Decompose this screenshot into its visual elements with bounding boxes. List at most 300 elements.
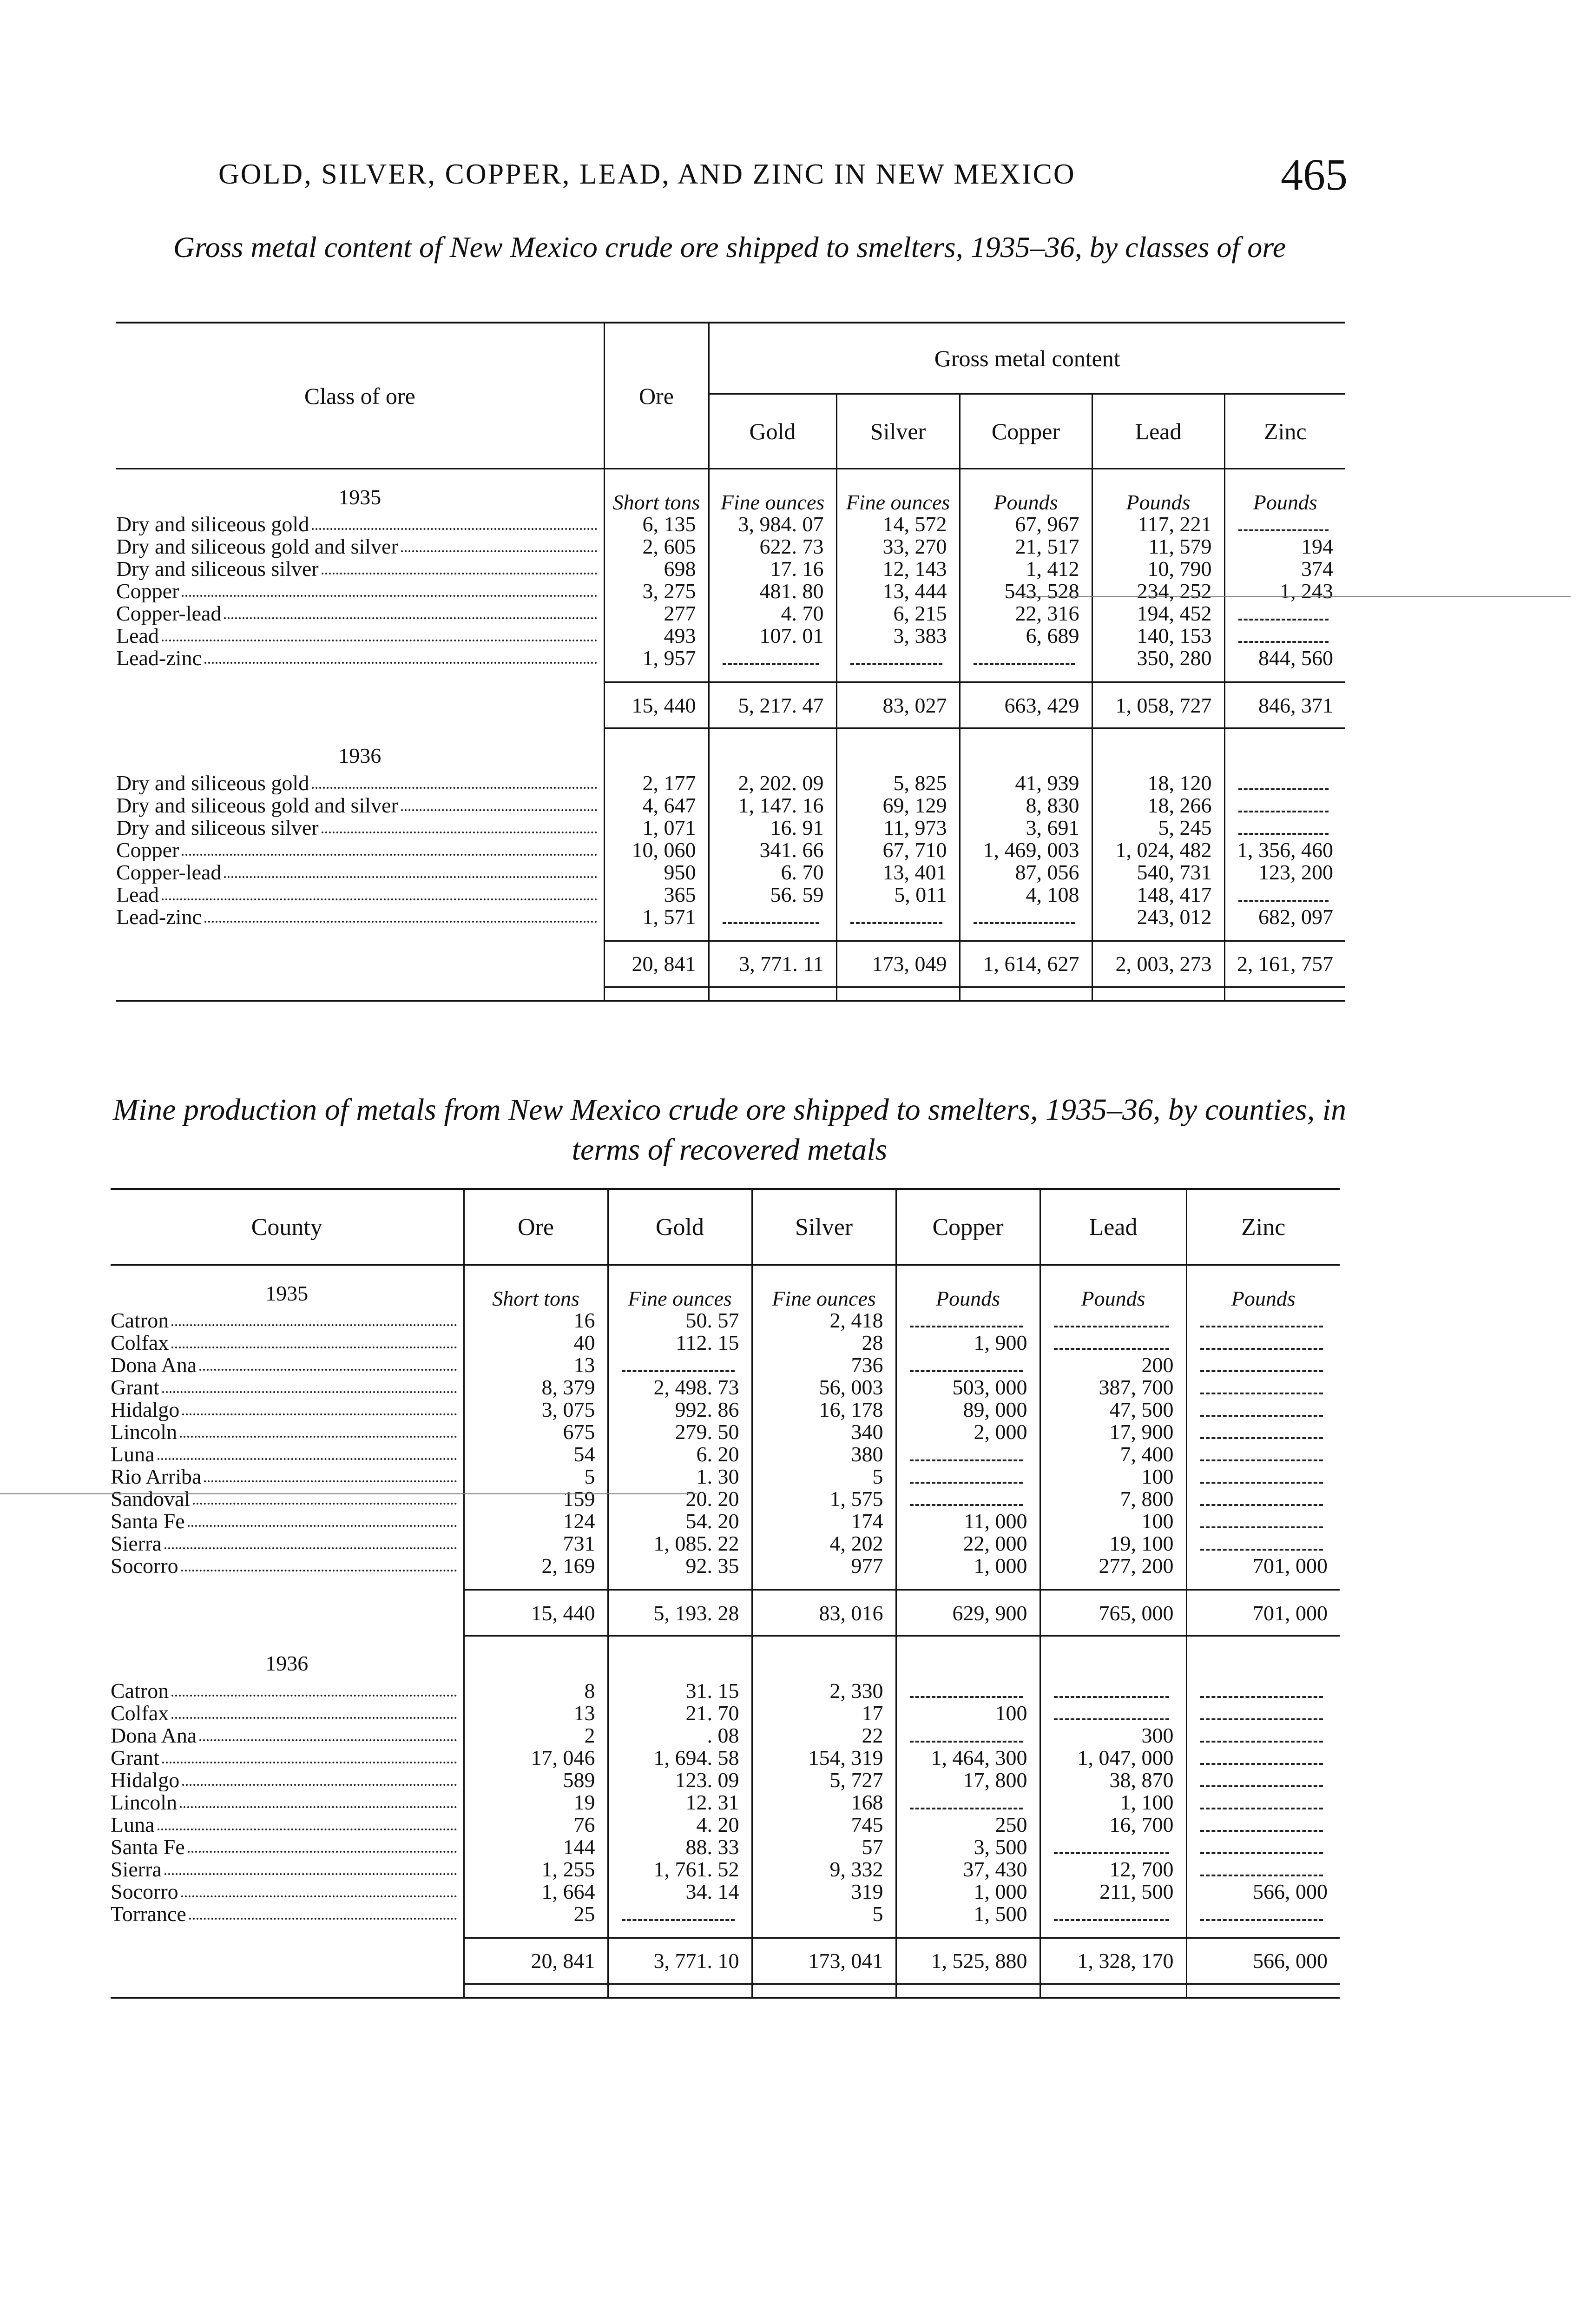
row-label-cell — [116, 580, 604, 602]
cell-lead — [1040, 1332, 1186, 1354]
cell-lead — [1040, 1724, 1186, 1747]
total-zinc — [1224, 941, 1345, 987]
row-label-wrap — [116, 794, 604, 817]
total-value-silver: 173, 041 — [808, 1949, 883, 1973]
cell-gold — [709, 625, 836, 647]
row-label: Torrance — [111, 1903, 188, 1925]
value-silver: 33, 270 — [882, 535, 947, 558]
cell-zinc — [1224, 513, 1345, 535]
value-silver: 56, 003 — [819, 1375, 883, 1399]
value-ore: 1, 255 — [541, 1857, 595, 1881]
value-ore: 40 — [573, 1331, 595, 1354]
cell-zinc — [1224, 884, 1345, 906]
cell-lead — [1092, 558, 1224, 580]
value-gold: 2, 498. 73 — [653, 1375, 739, 1399]
empty-dash — [1200, 1729, 1323, 1743]
value-lead: 7, 800 — [1120, 1487, 1174, 1511]
row-label-cell — [111, 1421, 464, 1443]
empty-dash — [1054, 1684, 1169, 1698]
cell-zinc — [1224, 580, 1345, 602]
cell-gold — [709, 580, 836, 602]
cell-ore — [464, 1858, 608, 1881]
row-label-cell — [111, 1903, 464, 1925]
total-value-gold: 3, 771. 10 — [653, 1949, 739, 1973]
value-copper: 3, 691 — [1026, 815, 1079, 839]
cell-lead — [1040, 1555, 1186, 1577]
cell-silver — [752, 1309, 896, 1332]
cell-gold — [709, 861, 836, 884]
cell-copper — [896, 1724, 1040, 1747]
value-gold: 1, 147. 16 — [738, 793, 824, 817]
cell-lead — [1092, 884, 1224, 906]
cell-gold — [709, 906, 836, 928]
value-ore: 25 — [573, 1901, 595, 1926]
table-row — [116, 535, 1345, 558]
row-label: Grant — [111, 1376, 161, 1399]
cell-copper — [960, 625, 1092, 647]
row-label-cell — [116, 794, 604, 817]
leader-dots — [158, 1829, 457, 1830]
cell-zinc — [1224, 861, 1345, 884]
cell-gold — [608, 1836, 752, 1858]
leader-dots — [182, 1413, 456, 1415]
table2-mine-production-by-county — [111, 1188, 1340, 1999]
empty-dash — [1238, 607, 1329, 621]
value-gold: . 08 — [707, 1723, 739, 1747]
row-label: Lead — [116, 884, 161, 906]
cell-copper — [896, 1702, 1040, 1724]
cell-silver — [836, 513, 960, 535]
row-label-cell — [116, 602, 604, 625]
total-row — [111, 1590, 1340, 1636]
spacer-row — [116, 928, 1345, 941]
empty-dash — [1200, 1380, 1323, 1394]
leader-dots — [182, 1784, 456, 1786]
unit-gold: Fine ounces — [720, 490, 825, 514]
row-label: Lead-zinc — [116, 647, 204, 669]
value-gold: 12. 31 — [685, 1790, 739, 1814]
value-lead: 117, 221 — [1138, 512, 1212, 536]
value-lead: 18, 120 — [1147, 771, 1212, 795]
row-label-wrap — [111, 1309, 463, 1332]
value-zinc: 123, 200 — [1258, 860, 1333, 884]
row-label: Copper-lead — [116, 861, 223, 884]
value-ore: 277 — [664, 601, 696, 625]
row-label-wrap — [111, 1332, 463, 1354]
table-row — [111, 1421, 1340, 1443]
row-label-cell — [111, 1791, 464, 1814]
year-label: 1936 — [338, 744, 382, 767]
value-ore: 698 — [664, 557, 696, 581]
cell-ore — [464, 1881, 608, 1903]
cell-lead — [1092, 861, 1224, 884]
leader-dots — [322, 832, 597, 833]
row-label-cell — [116, 817, 604, 839]
empty-dash — [1054, 1840, 1169, 1854]
empty-dash — [1200, 1684, 1323, 1698]
table1-gross-metal-content — [116, 322, 1345, 1002]
cell-copper — [896, 1814, 1040, 1836]
value-copper: 1, 469, 003 — [983, 838, 1079, 862]
cell-silver — [752, 1376, 896, 1399]
empty-dash — [850, 651, 942, 665]
total-value-zinc: 701, 000 — [1253, 1601, 1328, 1625]
value-copper: 1, 412 — [1026, 557, 1079, 581]
total-copper — [896, 1590, 1040, 1636]
row-label: Dry and siliceous gold and silver — [116, 535, 400, 558]
cell-ore — [604, 580, 709, 602]
row-label: Hidalgo — [111, 1399, 181, 1421]
total-lead — [1040, 1938, 1186, 1984]
value-ore: 16 — [573, 1308, 595, 1332]
cell-ore — [604, 906, 709, 928]
unit-zinc: Pounds — [1231, 1287, 1296, 1310]
cell-gold — [608, 1309, 752, 1332]
value-ore: 2 — [584, 1723, 595, 1747]
total-value-silver: 83, 027 — [882, 693, 947, 717]
cell-ore — [604, 558, 709, 580]
cell-ore — [464, 1702, 608, 1724]
row-label-cell — [111, 1858, 464, 1881]
row-label-cell — [111, 1836, 464, 1858]
cell-zinc — [1224, 647, 1345, 669]
value-copper: 22, 316 — [1015, 601, 1079, 625]
total-ore — [604, 682, 709, 728]
cell-copper — [960, 513, 1092, 535]
unit-silver: Fine ounces — [846, 490, 950, 514]
cell-zinc — [1186, 1791, 1340, 1814]
total-silver — [752, 1938, 896, 1984]
unit-cell — [752, 1265, 896, 1310]
leader-dots — [180, 1436, 456, 1438]
value-gold: 1, 694. 58 — [653, 1745, 739, 1769]
cell-zinc — [1186, 1399, 1340, 1421]
value-copper: 543, 528 — [1004, 579, 1079, 603]
value-copper: 11, 000 — [964, 1509, 1027, 1533]
value-lead: 12, 700 — [1109, 1857, 1174, 1881]
cell-zinc — [1224, 906, 1345, 928]
table-row — [111, 1488, 1340, 1510]
empty-dash — [1200, 1773, 1323, 1787]
table-row — [111, 1858, 1340, 1881]
value-ore: 144 — [563, 1835, 595, 1859]
value-copper: 37, 430 — [963, 1857, 1027, 1881]
cell-zinc — [1224, 817, 1345, 839]
value-zinc: 566, 000 — [1253, 1879, 1328, 1903]
value-copper: 2, 000 — [974, 1420, 1027, 1444]
cell-gold — [608, 1399, 752, 1421]
empty-dash — [910, 1447, 1023, 1461]
cell-gold — [608, 1421, 752, 1443]
cell-gold — [608, 1443, 752, 1466]
row-label-wrap — [111, 1881, 463, 1903]
value-silver: 736 — [851, 1353, 883, 1377]
value-copper: 22, 000 — [963, 1532, 1027, 1555]
cell-ore — [464, 1814, 608, 1836]
cell-gold — [608, 1532, 752, 1555]
row-label-cell — [111, 1376, 464, 1399]
value-gold: 112. 15 — [676, 1331, 739, 1354]
cell-copper — [896, 1555, 1040, 1577]
cell-ore — [464, 1510, 608, 1532]
col-header-county: County — [111, 1189, 464, 1265]
value-ore: 17, 046 — [531, 1745, 595, 1769]
cell-gold — [608, 1702, 752, 1724]
table-row — [116, 580, 1345, 602]
table-row — [111, 1532, 1340, 1555]
empty-dash — [622, 1907, 735, 1921]
cell-lead — [1092, 580, 1224, 602]
value-gold: 622. 73 — [759, 535, 824, 558]
unit-cell — [1186, 1265, 1340, 1310]
row-label: Lincoln — [111, 1791, 179, 1814]
cell-gold — [608, 1466, 752, 1488]
value-copper: 250 — [995, 1812, 1027, 1836]
cell-zinc — [1186, 1354, 1340, 1376]
cell-copper — [896, 1443, 1040, 1466]
row-label-cell — [111, 1747, 464, 1769]
value-lead: 16, 700 — [1109, 1812, 1174, 1836]
total-zinc — [1224, 682, 1345, 728]
value-lead: 18, 266 — [1147, 793, 1212, 817]
row-label: Sandoval — [111, 1488, 192, 1510]
cell-ore — [464, 1376, 608, 1399]
value-ore: 365 — [664, 882, 696, 906]
row-label: Copper-lead — [116, 602, 223, 625]
row-label-wrap — [111, 1376, 463, 1399]
cell-lead — [1040, 1680, 1186, 1702]
row-label-wrap — [116, 625, 604, 647]
cell-gold — [709, 884, 836, 906]
empty-dash — [1054, 1907, 1169, 1921]
row-label-wrap — [116, 861, 604, 884]
value-ore: 2, 605 — [642, 535, 696, 558]
cell-lead — [1092, 817, 1224, 839]
row-label-cell — [111, 1881, 464, 1903]
empty-dash — [974, 651, 1075, 665]
value-gold: 1, 761. 52 — [653, 1857, 739, 1881]
value-copper: 503, 000 — [952, 1375, 1027, 1399]
total-value-lead: 1, 058, 727 — [1115, 693, 1212, 717]
cell-lead — [1040, 1309, 1186, 1332]
cell-gold — [709, 794, 836, 817]
cell-silver — [836, 861, 960, 884]
value-lead: 1, 047, 000 — [1077, 1745, 1174, 1769]
cell-lead — [1040, 1747, 1186, 1769]
row-label-wrap — [111, 1903, 463, 1925]
value-silver: 3, 383 — [893, 624, 947, 647]
value-ore: 54 — [573, 1442, 595, 1466]
empty-dash — [910, 1314, 1023, 1327]
cell-lead — [1040, 1836, 1186, 1858]
value-copper: 67, 967 — [1015, 512, 1079, 536]
cell-ore — [464, 1836, 608, 1858]
row-label: Dona Ana — [111, 1724, 198, 1747]
value-copper: 4, 108 — [1026, 882, 1079, 906]
row-label-wrap — [111, 1702, 463, 1724]
empty-dash — [1238, 888, 1329, 902]
value-gold: 1, 085. 22 — [653, 1532, 739, 1555]
value-gold: 107. 01 — [759, 624, 824, 647]
year-label: 1935 — [338, 485, 382, 509]
value-zinc: 1, 243 — [1280, 579, 1333, 603]
value-silver: 1, 575 — [829, 1487, 883, 1511]
row-label: Dry and siliceous silver — [116, 558, 321, 580]
value-lead: 148, 417 — [1137, 882, 1212, 906]
cell-ore — [464, 1488, 608, 1510]
unit-cell — [1040, 1636, 1186, 1680]
table-row — [111, 1881, 1340, 1903]
cell-ore — [604, 861, 709, 884]
leader-dots — [188, 1851, 457, 1853]
cell-silver — [836, 580, 960, 602]
total-label-cell — [116, 682, 604, 728]
col-header-class: Class of ore — [116, 323, 604, 469]
value-ore: 76 — [573, 1812, 595, 1836]
row-label-cell — [111, 1532, 464, 1555]
total-gold — [709, 941, 836, 987]
row-label: Copper — [116, 839, 181, 861]
value-ore: 493 — [664, 624, 696, 647]
table-row — [116, 817, 1345, 839]
value-silver: 13, 401 — [882, 860, 947, 884]
leader-dots — [162, 898, 597, 900]
cell-zinc — [1186, 1309, 1340, 1332]
value-gold: 6. 70 — [781, 860, 824, 884]
cell-silver — [752, 1814, 896, 1836]
unit-cell — [960, 728, 1092, 772]
row-label-cell — [111, 1680, 464, 1702]
cell-copper — [960, 906, 1092, 928]
table-row — [111, 1680, 1340, 1702]
value-silver: 22 — [862, 1723, 883, 1747]
row-label-wrap — [111, 1421, 463, 1443]
row-label-wrap — [111, 1399, 463, 1421]
row-label-cell — [111, 1354, 464, 1376]
cell-ore — [604, 513, 709, 535]
cell-copper — [896, 1881, 1040, 1903]
total-value-silver: 173, 049 — [872, 952, 947, 976]
table-row — [111, 1443, 1340, 1466]
cell-zinc — [1186, 1747, 1340, 1769]
cell-silver — [752, 1443, 896, 1466]
total-lead — [1092, 941, 1224, 987]
value-copper: 1, 500 — [974, 1901, 1027, 1926]
cell-silver — [836, 794, 960, 817]
value-copper: 89, 000 — [963, 1398, 1027, 1421]
value-ore: 589 — [563, 1768, 595, 1792]
table-row — [111, 1903, 1340, 1925]
value-ore: 2, 177 — [642, 771, 696, 795]
total-value-copper: 1, 614, 627 — [983, 952, 1079, 976]
cell-ore — [604, 839, 709, 861]
cell-ore — [464, 1903, 608, 1925]
value-ore: 13 — [573, 1353, 595, 1377]
value-gold: 92. 35 — [685, 1554, 739, 1578]
cell-silver — [752, 1421, 896, 1443]
value-copper: 1, 000 — [974, 1879, 1027, 1903]
row-label-cell — [116, 772, 604, 794]
total-copper — [960, 941, 1092, 987]
leader-dots — [162, 1391, 457, 1393]
empty-dash — [1200, 1796, 1323, 1809]
cell-copper — [896, 1680, 1040, 1702]
page-number: 465 — [1281, 150, 1348, 199]
cell-gold — [608, 1814, 752, 1836]
total-row — [111, 1938, 1340, 1984]
cell-copper — [896, 1488, 1040, 1510]
cell-copper — [896, 1510, 1040, 1532]
cell-silver — [836, 625, 960, 647]
leader-dots — [171, 1695, 456, 1697]
value-zinc: 682, 097 — [1258, 905, 1333, 929]
total-value-gold: 3, 771. 11 — [739, 952, 824, 976]
empty-dash — [1200, 1537, 1323, 1551]
value-silver: 17 — [862, 1701, 883, 1725]
value-gold: 992. 86 — [675, 1398, 739, 1421]
total-ore — [464, 1938, 608, 1984]
row-label-cell — [111, 1769, 464, 1791]
leader-dots — [322, 573, 597, 574]
value-ore: 6, 135 — [642, 512, 696, 536]
cell-zinc — [1186, 1836, 1340, 1858]
cell-copper — [960, 861, 1092, 884]
cell-zinc — [1186, 1814, 1340, 1836]
cell-silver — [752, 1747, 896, 1769]
cell-copper — [896, 1376, 1040, 1399]
total-value-zinc: 2, 161, 757 — [1237, 952, 1333, 976]
empty-dash — [1200, 1514, 1323, 1528]
value-copper: 17, 800 — [963, 1768, 1027, 1792]
empty-dash — [1200, 1358, 1323, 1372]
unit-ore: Short tons — [612, 490, 700, 514]
row-label-wrap — [111, 1769, 463, 1791]
cell-silver — [836, 839, 960, 861]
table-row — [116, 625, 1345, 647]
table-row — [116, 647, 1345, 669]
empty-dash — [910, 1684, 1023, 1698]
leader-dots — [181, 1570, 457, 1571]
total-gold — [608, 1590, 752, 1636]
total-lead — [1092, 682, 1224, 728]
total-gold — [709, 682, 836, 728]
cell-lead — [1040, 1488, 1186, 1510]
value-copper: 8, 830 — [1026, 793, 1079, 817]
cell-lead — [1040, 1858, 1186, 1881]
value-silver: 380 — [851, 1442, 883, 1466]
cell-ore — [464, 1332, 608, 1354]
unit-cell — [1224, 728, 1345, 772]
row-label-cell — [116, 513, 604, 535]
cell-zinc — [1186, 1680, 1340, 1702]
unit-lead: Pounds — [1081, 1287, 1145, 1310]
cell-gold — [608, 1488, 752, 1510]
value-ore: 10, 060 — [632, 838, 696, 862]
row-label-cell — [116, 839, 604, 861]
unit-cell — [1092, 469, 1224, 514]
row-label-wrap — [116, 558, 604, 580]
cell-copper — [960, 884, 1092, 906]
row-label-wrap — [111, 1724, 463, 1747]
cell-lead — [1040, 1376, 1186, 1399]
cell-zinc — [1186, 1332, 1340, 1354]
value-lead: 300 — [1141, 1723, 1174, 1747]
unit-cell — [752, 1636, 896, 1680]
cell-copper — [960, 558, 1092, 580]
value-gold: 88. 33 — [685, 1835, 739, 1859]
empty-dash — [1054, 1336, 1169, 1350]
cell-ore — [464, 1399, 608, 1421]
